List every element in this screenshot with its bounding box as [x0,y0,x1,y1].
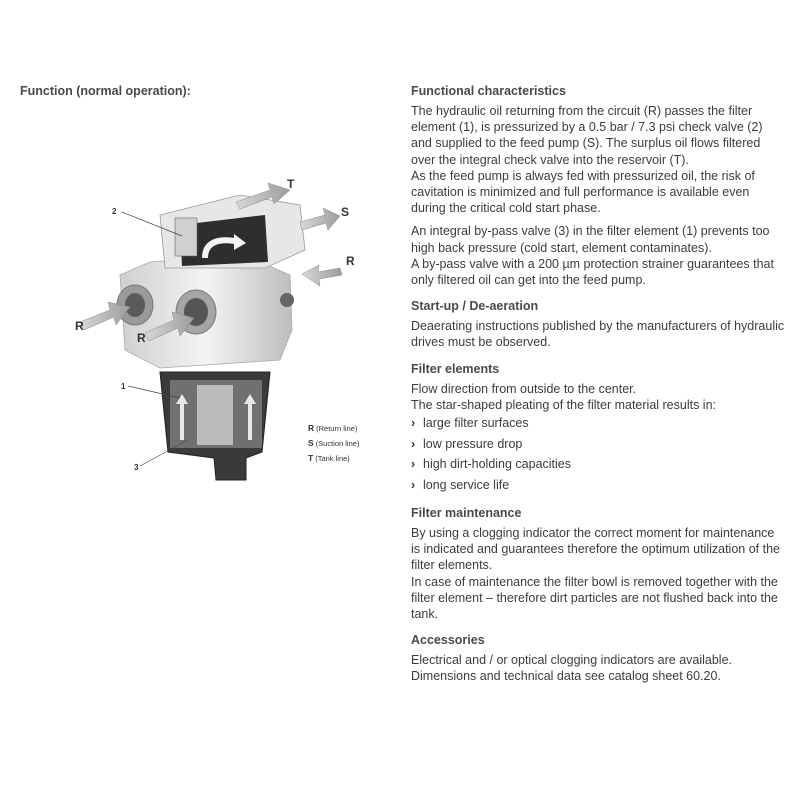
label-T: T [287,177,295,191]
paragraph: The star-shaped pleating of the filter material results in: [411,397,717,412]
function-heading: Function (normal operation): [20,84,191,98]
text-column [411,83,786,695]
paragraph: Deaerating instructions published by the manufacturers of hydraulic drives must be observed. [411,319,785,350]
label-R-front: R [137,331,146,345]
label-S: S [341,205,350,219]
paragraph: As the feed pump is always fed with pressurized oil, the risk of cavitation is minimized and full performance is available even during the critical cold start phase. [411,168,755,216]
legend-item: T (Tank line) [308,453,350,463]
section-functional-characteristics [411,83,786,288]
paragraph: The hydraulic oil returning from the circuit (R) passes the filter element (1), is pressurized by a 0.5 bar / 7.3 psi check valve (2) and supplied to the feed pump (S). The surplus oil flows filtered over the integral check valve into the reservoir (T). [411,104,763,167]
paragraph: An integral by-pass valve (3) in the filter element (1) prevents too high back pressure (cold start, element contaminates). [411,224,770,255]
legend-item: R (Return line) [308,423,358,433]
paragraph: Electrical and / or optical clogging indicators are available. [411,653,733,668]
section-heading: Start-up / De-aeration [411,299,539,314]
figure-legend [308,421,359,466]
section-heading: Filter maintenance [411,506,522,521]
label-1: 1 [121,382,126,391]
section-filter-elements [411,361,786,495]
paragraph: In case of maintenance the filter bowl is removed together with the filter element – therefore dirt particles are not flushed back into the tank. [411,574,778,622]
label-R-left: R [75,319,84,333]
section-heading: Accessories [411,633,485,648]
section-startup [411,298,786,350]
benefit-list [411,413,786,495]
paragraph: By using a clogging indicator the correct moment for maintenance is indicated and guarantees therefore the optimum utilization of the filter elements. [411,526,780,573]
legend-item: S (Suction line) [308,438,360,448]
label-R-right: R [346,254,355,268]
list-item: › low pressure drop [411,436,523,451]
paragraph: Flow direction from outside to the center. [411,381,637,396]
section-accessories [411,632,786,684]
section-heading: Filter elements [411,361,500,376]
list-item: › large filter surfaces [411,416,529,431]
paragraph: Dimensions and technical data see catalog sheet 60.20. [411,669,721,684]
list-item: › long service life [411,477,510,492]
list-item: › high dirt-holding capacities [411,457,572,472]
label-2: 2 [112,207,117,216]
paragraph: A by-pass valve with a 200 µm protection strainer guarantees that only filtered oil can get into the feed pump. [411,256,774,288]
label-3: 3 [134,463,139,472]
section-heading: Functional characteristics [411,84,566,98]
section-filter-maintenance [411,505,786,622]
